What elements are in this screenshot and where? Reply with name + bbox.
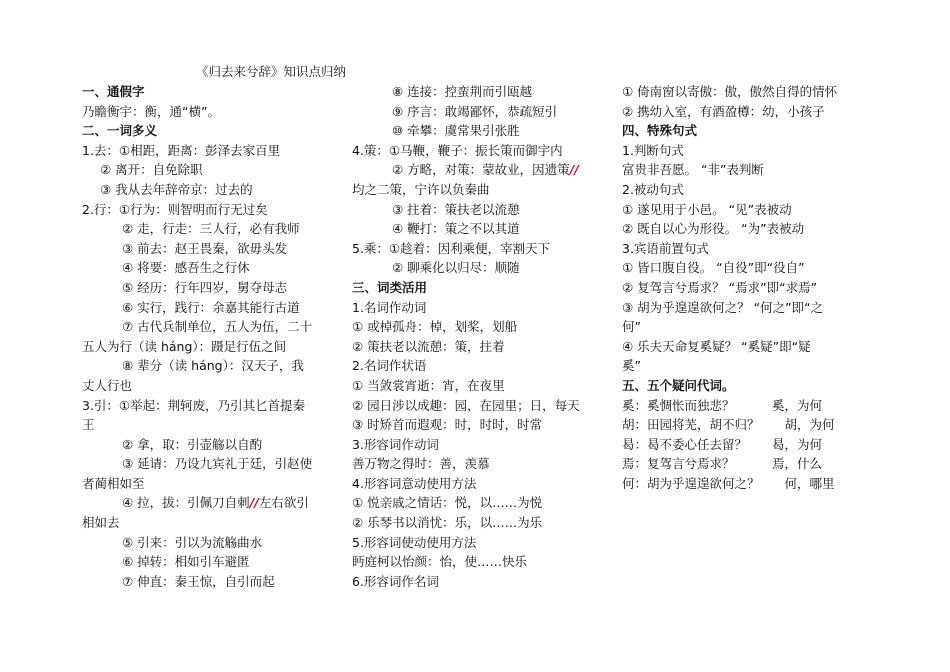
line-text: ⑥ 实行，践行：余嘉其能行古道 (122, 299, 300, 315)
text-line (352, 160, 602, 180)
line-text: ⑧ 连接：控蛮荆而引瓯越 (392, 84, 533, 99)
line-text: ⑤ 引来：引以为流觞曲水 (122, 534, 263, 550)
text-line (622, 180, 882, 200)
text-line (352, 572, 602, 592)
line-text: 何：胡为乎遑遑欲何之？ 何，哪里 (622, 475, 835, 491)
text-line (352, 533, 602, 553)
text-line (622, 219, 882, 239)
text-line (352, 356, 602, 376)
line-text: 2.名词作状语 (352, 358, 427, 374)
text-line (352, 239, 602, 259)
text-line (352, 454, 602, 474)
text-line (352, 180, 602, 200)
text-line (352, 415, 602, 435)
text-line (82, 239, 332, 259)
text-line (82, 317, 332, 337)
text-line (82, 102, 332, 122)
line-text: 6.形容词作名词 (352, 573, 439, 589)
text-line (622, 258, 882, 278)
text-line (622, 396, 882, 416)
line-text: ⑧ 辈分（读 háng）：汉天子，我 (122, 358, 304, 374)
text-line (82, 533, 332, 553)
line-text: ③ 延请：乃设九宾礼于廷，引赵使 (122, 456, 313, 472)
line-text: ④ 乐夫天命复奚疑？ “奚疑”即“疑 (622, 338, 811, 354)
text-line (82, 141, 332, 161)
line-text: ② 拿，取：引壶觞以自酌 (122, 436, 263, 452)
section-heading (82, 121, 332, 141)
text-line (352, 258, 602, 278)
text-line (352, 474, 602, 494)
text-line (352, 317, 602, 337)
line-text: ① 悦亲戚之情话：悦，以……为悦 (352, 495, 543, 511)
line-text: 善万物之得时：善，羡慕 (352, 456, 490, 472)
line-text: 焉：复驾言兮焉求？ 焉，什么 (622, 456, 823, 472)
text-line (352, 82, 602, 102)
text-line (352, 219, 602, 239)
text-line (622, 454, 882, 474)
text-line (352, 513, 602, 533)
line-text: 2.被动句式 (622, 181, 684, 197)
line-text: 眄庭柯以怡颜：怡，使……快乐 (352, 554, 528, 570)
line-text: 奚：奚惆怅而独悲？ 奚，为何 (622, 397, 823, 413)
line-text: ② 聊乘化以归尽：顺随 (392, 260, 520, 276)
line-text: 富贵非吾愿。 “非”表判断 (622, 162, 764, 178)
line-text: ⑩ 牵攀：虞常果引张胜 (392, 123, 520, 139)
text-line (82, 493, 332, 513)
line-text: ② 既自以心为形役。 “为”表被动 (622, 221, 805, 237)
text-line (622, 278, 882, 298)
column-middle (352, 82, 602, 591)
text-line (622, 356, 882, 376)
line-text: ⑤ 经历：行年四岁，舅夺母志 (122, 279, 288, 295)
line-text: ④ 鞭打：策之不以其道 (392, 221, 520, 237)
line-text: 3.引：①举起：荆轲废，乃引其匕首提秦 (82, 397, 306, 413)
line-text: ① 当敛裳宵逝：宵，在夜里 (352, 377, 505, 393)
line-text: ③ 时矫首而遐观：时，时时，时常 (352, 417, 543, 433)
line-text: 三、词类活用 (352, 279, 428, 295)
line-text: 奚” (622, 358, 641, 374)
line-text: 二、一词多义 (82, 123, 158, 139)
text-line (82, 454, 332, 474)
line-text: ③ 胡为乎遑遑欲何之？ “何之”即“之 (622, 299, 824, 315)
text-line (82, 572, 332, 592)
line-text: 相如去 (82, 515, 120, 531)
text-line (352, 493, 602, 513)
section-heading (622, 376, 882, 396)
text-line (82, 513, 332, 533)
line-text-after: 左右欲引 (258, 495, 309, 511)
text-line (82, 435, 332, 455)
text-line (82, 219, 332, 239)
line-text: ③ 前去：赵王畏秦，欲毋头发 (122, 240, 288, 256)
text-line (352, 200, 602, 220)
text-line (82, 474, 332, 494)
text-line (622, 415, 882, 435)
line-text: ① 皆口腹自役。 “自役”即“役自” (622, 260, 805, 276)
text-line (82, 160, 332, 180)
line-text: 5.乘：①趁着：因利乘便，宰割天下 (352, 240, 551, 256)
text-line (622, 435, 882, 455)
line-text: 五、五个疑问代词。 (622, 377, 735, 393)
text-line (82, 415, 332, 435)
text-line (622, 317, 882, 337)
text-line (82, 396, 332, 416)
line-text: ② 园日涉以成趣：园，在园里；日，每天 (352, 397, 580, 413)
red-mark: // (249, 495, 259, 511)
line-text: 3.宾语前置句式 (622, 240, 709, 256)
line-text: ② 离开：自免除职 (100, 162, 203, 178)
line-text: 何” (622, 319, 641, 335)
column-left (82, 82, 332, 591)
line-text: 1.去：①相距，距离：彭泽去家百里 (82, 142, 281, 158)
text-line (622, 82, 882, 102)
text-line (622, 102, 882, 122)
document-title: 《归去来兮辞》知识点归纳 (196, 64, 347, 79)
text-line (622, 474, 882, 494)
line-text: 一、通假字 (82, 84, 145, 99)
line-text: ① 或棹孤舟：棹，划桨，划船 (352, 319, 518, 335)
line-text: ① 遂见用于小邑。 “见”表被动 (622, 201, 792, 217)
text-line (622, 160, 882, 180)
line-text: ③ 我从去年辞帝京：过去的 (100, 181, 253, 197)
line-text: 五人为行（读 háng）：蹑足行伍之间 (82, 338, 287, 354)
line-text: 曷：曷不委心任去留？ 曷，为何 (622, 436, 823, 452)
text-line (622, 298, 882, 318)
red-mark: // (569, 162, 579, 178)
line-text: 4.形容词意动使用方法 (352, 475, 477, 491)
text-line (622, 337, 882, 357)
text-line (352, 435, 602, 455)
line-text: 3.形容词作动词 (352, 436, 439, 452)
line-text: 4.策：①马鞭，鞭子：振长策而御宇内 (352, 142, 563, 158)
line-text: ② 策扶老以流憩：策，拄着 (352, 338, 505, 354)
text-line (82, 258, 332, 278)
text-line (82, 356, 332, 376)
section-heading (82, 82, 332, 102)
text-line (352, 298, 602, 318)
line-text: ⑦ 伸直：秦王惊，自引而起 (122, 573, 275, 589)
text-line (352, 396, 602, 416)
text-line (82, 376, 332, 396)
section-heading (622, 121, 882, 141)
line-text: 丈人行也 (82, 377, 133, 393)
text-line (622, 200, 882, 220)
line-text: ② 乐琴书以消忧：乐，以……为乐 (352, 515, 543, 531)
line-text: 5.形容词使动使用方法 (352, 534, 477, 550)
line-text: 者蔺相如至 (82, 475, 145, 491)
text-line (352, 552, 602, 572)
line-text: 王 (82, 417, 95, 433)
text-line (622, 141, 882, 161)
line-text: ① 倚南窗以寄傲：傲，傲然自得的情怀 (622, 84, 838, 99)
line-text: 四、特殊句式 (622, 123, 698, 139)
line-text: ④ 拉，拔：引佩刀自刺 (122, 495, 250, 511)
line-text: 1.判断句式 (622, 142, 684, 158)
column-right (622, 82, 882, 493)
text-line (622, 239, 882, 259)
text-line (352, 141, 602, 161)
text-line (352, 121, 602, 141)
line-text: 均之二策，宁许以负秦曲 (352, 181, 490, 197)
text-line (352, 337, 602, 357)
line-text: 1.名词作动词 (352, 299, 427, 315)
line-text: ② 复驾言兮焉求？ “焉求”即“求焉” (622, 279, 818, 295)
line-text: ④ 将要：感吾生之行休 (122, 260, 250, 276)
line-text: ② 携幼入室，有酒盈樽：幼，小孩子 (622, 103, 825, 119)
line-text: ⑦ 古代兵制单位，五人为伍，二十 (122, 319, 313, 335)
text-line (82, 337, 332, 357)
line-text: 2.行：①行为：则智明而行无过矣 (82, 201, 268, 217)
line-text: 乃瞻衡宇：衡，通“横”。 (82, 103, 220, 119)
text-line (82, 200, 332, 220)
text-line (82, 298, 332, 318)
text-line (352, 376, 602, 396)
line-text: 胡：田园将芜，胡不归？ 胡，为何 (622, 417, 835, 433)
line-text: ⑨ 序言：敢竭鄙怀，恭疏短引 (392, 103, 558, 119)
text-line (352, 102, 602, 122)
text-line (82, 278, 332, 298)
line-text: ③ 拄着：策扶老以流憩 (392, 201, 520, 217)
text-line (82, 180, 332, 200)
line-text: ② 方略，对策：蒙故业，因遗策 (392, 162, 570, 178)
line-text: ⑥ 掉转：相如引车避匿 (122, 554, 250, 570)
text-line (82, 552, 332, 572)
section-heading (352, 278, 602, 298)
line-text: ② 走，行走：三人行，必有我师 (122, 221, 300, 237)
